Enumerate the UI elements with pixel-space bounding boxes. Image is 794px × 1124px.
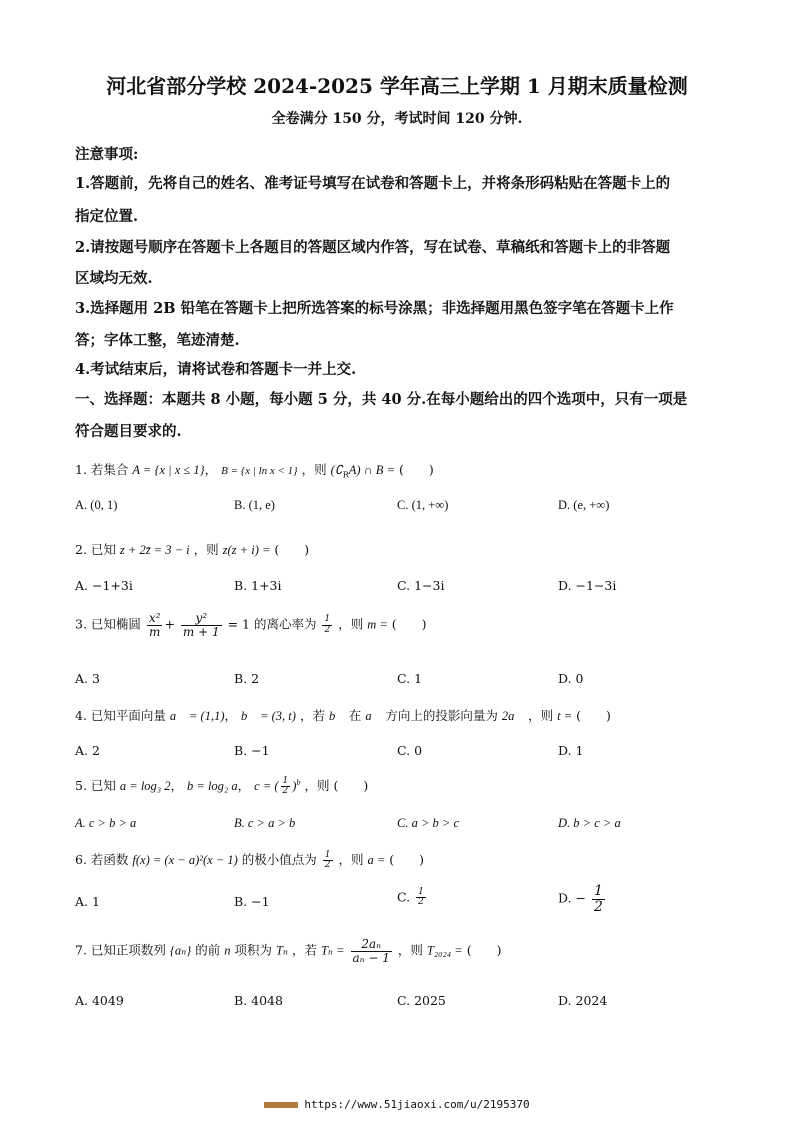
option-c: C. 2025 <box>397 993 446 1008</box>
option-c: C. 1 <box>397 671 423 686</box>
option-a: A. 2 <box>75 743 100 758</box>
page-subtitle: 全卷满分 150 分，考试时间 120 分钟. <box>271 111 523 127</box>
option-a: A. 4049 <box>75 993 124 1008</box>
option-b: B. 1+3i <box>234 578 282 593</box>
option-c: C. 1−3i <box>397 578 445 593</box>
footer <box>0 1098 794 1111</box>
option-d: D. (e, +∞) <box>558 498 610 512</box>
section-heading: 符合题目要求的. <box>75 423 182 440</box>
option-d: D. −1−3i <box>558 578 617 593</box>
page-title: 河北省部分学校 2024-2025 学年高三上学期 1 月期末质量检测 <box>106 74 688 98</box>
section-heading: 一、选择题：本题共 8 小题，每小题 5 分，共 40 分.在每小题给出的四个选项中，只有一项是 <box>75 391 688 408</box>
notice-line: 答；字体工整，笔迹清楚. <box>75 332 240 349</box>
site-logo-icon <box>264 1102 298 1108</box>
notice-heading: 注意事项: <box>75 146 139 163</box>
option-b: B. (1, e) <box>234 498 275 512</box>
option-a: A. c > b > a <box>75 816 137 830</box>
footer-url[interactable]: https://www.51jiaoxi.com/u/2195370 <box>304 1098 530 1111</box>
option-b: B. c > a > b <box>234 816 296 830</box>
question-4: 4. 已知平面向量 a⃗ = (1,1)， b⃗ = (3, t) ，若 b⃗ 在 a⃗ 方向上的投影向量为 2a⃗ ，则 t = ( ) <box>75 708 611 723</box>
option-d: D. 0 <box>558 671 584 686</box>
notice-line: 3.选择题用 2B 铅笔在答题卡上把所选答案的标号涂黑；非选择题用黑色签字笔在答题卡上作 <box>75 300 674 317</box>
notice-line: 指定位置. <box>75 208 139 225</box>
question-3: 3. 已知椭圆 $\frac{\text{x²}}{m}$ + $\frac{\text{y²}}{m + 1}$ = 1 的离心率为 $\frac{1}{2}$ ，则 m = ( ) <box>75 611 427 639</box>
question-2: 2. 已知 z + 2z̄ = 3 − i ，则 z(z + i) = ( ) <box>75 542 310 557</box>
notice-line: 区域均无效. <box>75 270 153 287</box>
option-a: A. 3 <box>75 671 100 686</box>
option-c: C. a > b > c <box>397 816 460 830</box>
option-d: D. − $\frac{1}{2}$ <box>558 883 603 915</box>
option-d: D. 2024 <box>558 993 608 1008</box>
question-1: 1. 若集合 A = {x | x ≤ 1}， B = {x | ln x < 1} ，则 $(∁_RA)$ ∩ B = ( ) <box>75 462 434 480</box>
question-6: 6. 若函数 f(x) = (x − a)²(x − 1) 的极小值点为 $\frac{1}{2}$ ，则 a = ( ) <box>75 849 425 870</box>
option-c: C. 0 <box>397 743 423 758</box>
notice-line: 2.请按题号顺序在答题卡上各题目的答题区域内作答，写在试卷、草稿纸和答题卡上的非答题 <box>75 239 671 256</box>
option-b: B. −1 <box>234 743 270 758</box>
notice-line: 1.答题前，先将自己的姓名、准考证号填写在试卷和答题卡上，并将条形码粘贴在答题卡上的 <box>75 175 671 192</box>
option-b: B. 4048 <box>234 993 283 1008</box>
option-b: B. 2 <box>234 671 260 686</box>
question-5: 5. 已知 a = log₃ 2， b = log₂ a， c = ( $\frac{1}{2}$ )$^b$ ，则 ( ) <box>75 775 369 796</box>
question-7: 7. 已知正项数列 {aₙ} 的前 n 项积为 Tₙ ，若 Tₙ = $\frac{\text{2aₙ}}{\text{aₙ − 1}}$ ，则 T₂₀₂₄ = ( ) <box>75 937 502 965</box>
option-c: C. (1, +∞) <box>397 498 449 512</box>
option-b: B. −1 <box>234 894 270 909</box>
option-d: D. b > c > a <box>558 816 621 830</box>
notice-line: 4.考试结束后，请将试卷和答题卡一并上交. <box>75 361 357 378</box>
option-c: C. $\frac{1}{2}$ <box>397 887 424 908</box>
option-a: A. (0, 1) <box>75 498 118 512</box>
option-a: A. −1+3i <box>75 578 133 593</box>
option-d: D. 1 <box>558 743 584 758</box>
option-a: A. 1 <box>75 894 100 909</box>
